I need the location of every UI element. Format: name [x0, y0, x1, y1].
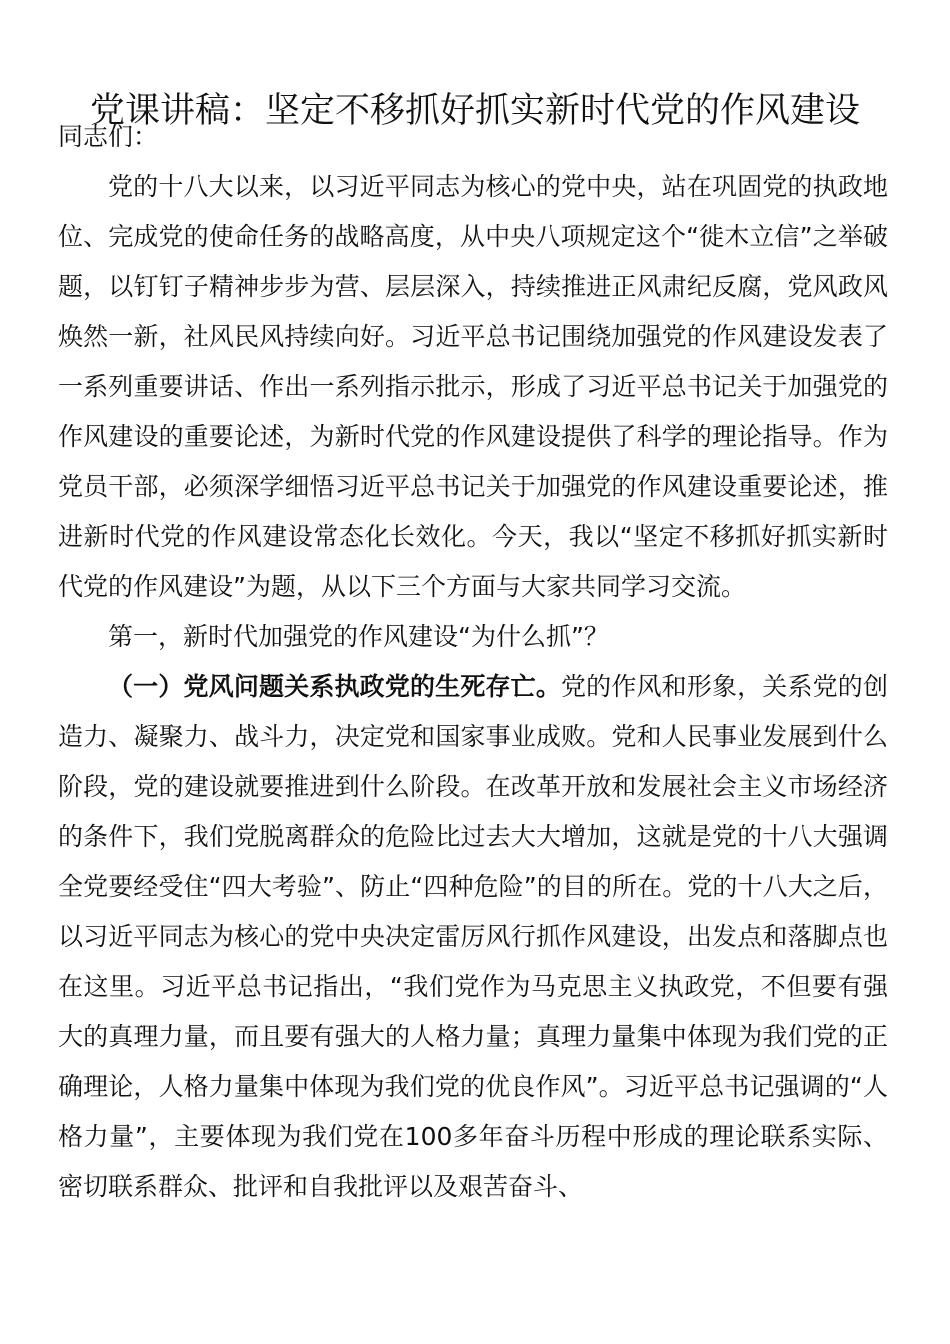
paragraph-subsection-one [58, 662, 888, 1212]
section-heading-first [58, 612, 888, 662]
subsection-text: 党的作风和形象，关系党的创造力、凝聚力、战斗力，决定党和国家事业成败。党和人民事业发展到什么阶段，党的建设就要推进到什么阶段。在改革开放和发展社会主义市场经济的条件下，我们党脱离群众的危险比过去大大增加，这就是党的十八大强调全党要经受住“四大考验”、防止“四种危险”的目的所在。党的十八大之后，以习近平同志为核心的党中央决定雷厉风行抓作风建设，出发点和落脚点也在这里。习近平总书记指出，“我们党作为马克思主义执政党，不但要有强大的真理力量，而且要有强大的人格力量；真理力量集中体现为我们党的正确理论，人格力量集中体现为我们党的优良作风”。习近平总书记强调的“人格力量”，主要体现为我们党在100多年奋斗历程中形成的理论联系实际、密切联系群众、批评和自我批评以及艰苦奋斗、 [58, 672, 888, 1201]
document-title: 党课讲稿：坚定不移抓好抓实新时代党的作风建设 [89, 91, 860, 132]
section-lead: 第一， [108, 622, 184, 651]
paragraph-intro: 党的十八大以来，以习近平同志为核心的党中央，站在巩固党的执政地位、完成党的使命任务的战略高度，从中央八项规定这个“徙木立信”之举破题，以钉钉子精神步步为营、层层深入，持续推进正风肃纪反腐，党风政风焕然一新，社风民风持续向好。习近平总书记围绕加强党的作风建设发表了一系列重要讲话、作出一系列指示批示，形成了习近平总书记关于加强党的作风建设的重要论述，为新时代党的作风建设提供了科学的理论指导。作为党员干部，必须深学细悟习近平总书记关于加强党的作风建设重要论述，推进新时代党的作风建设常态化长效化。今天，我以“坚定不移抓好抓实新时代党的作风建设”为题，从以下三个方面与大家共同学习交流。 [58, 172, 888, 601]
subsection-heading: （一）党风问题关系执政党的生死存亡。 [108, 672, 561, 701]
salutation: 同志们： [58, 122, 159, 151]
document-body [58, 112, 888, 1212]
section-heading-text: 新时代加强党的作风建设“为什么抓”？ [183, 622, 609, 651]
